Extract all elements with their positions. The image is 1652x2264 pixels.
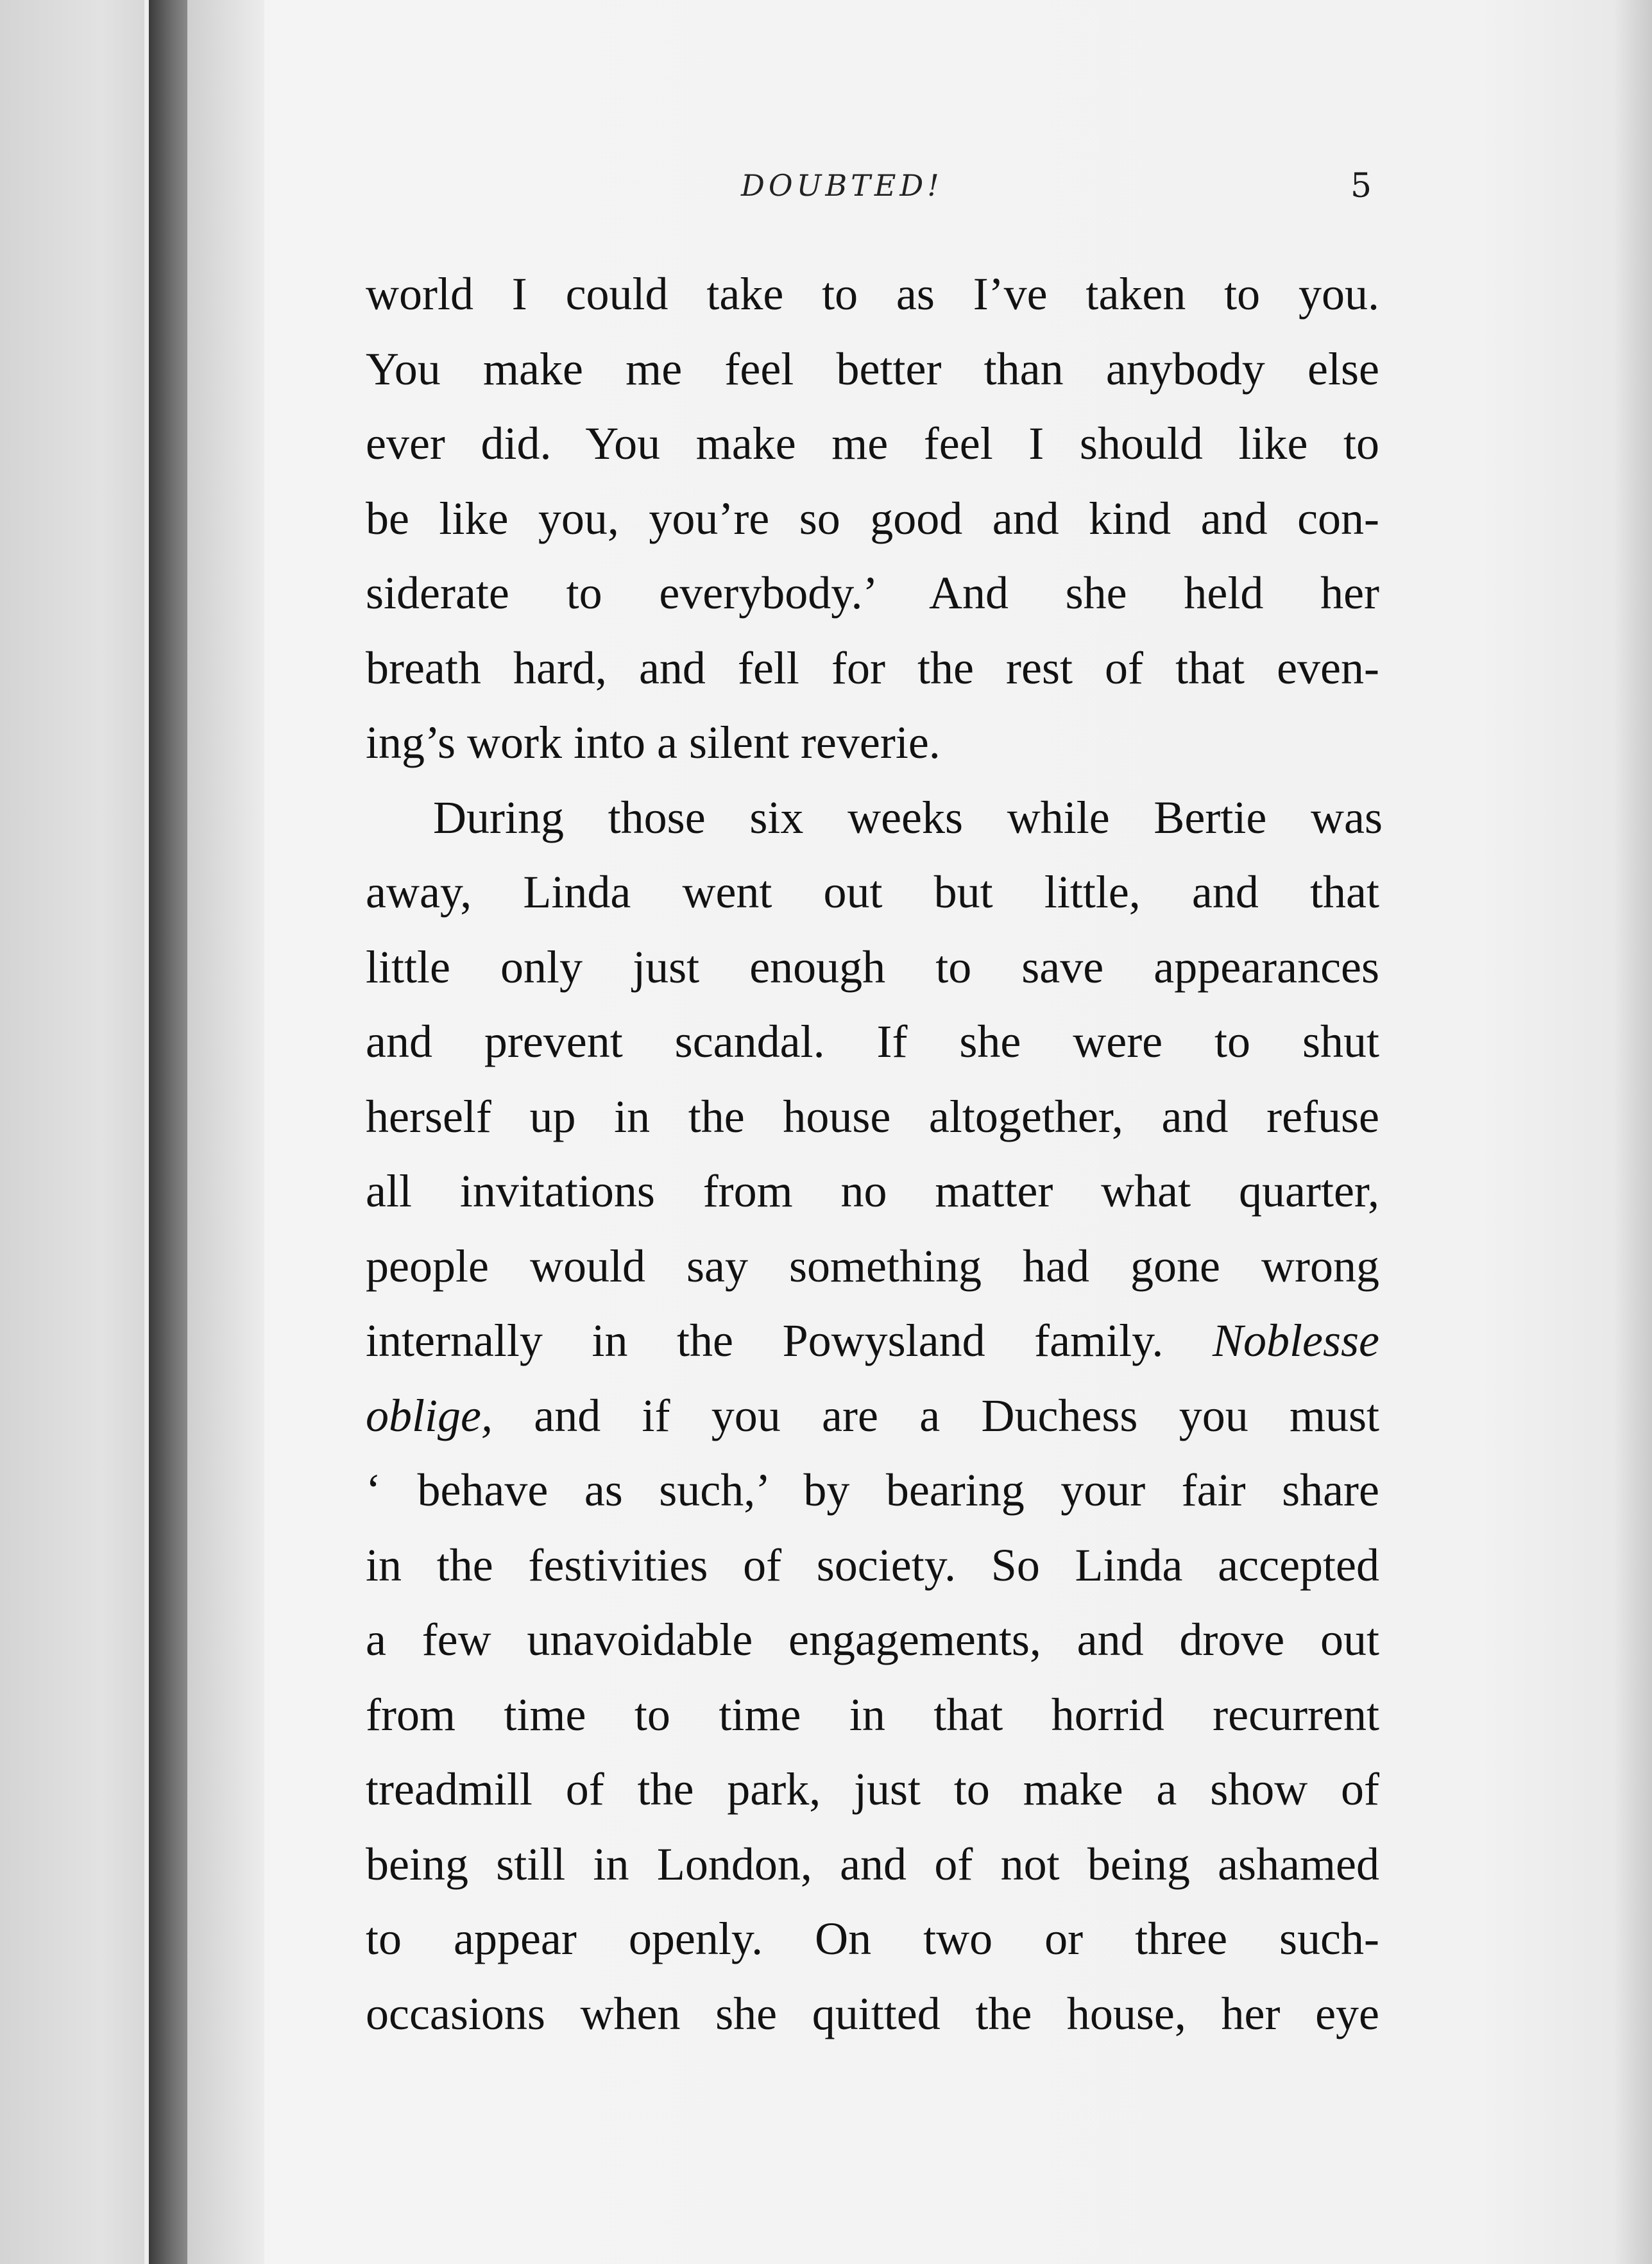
text-line: ever did. You make me feel I should like to [366,418,1379,469]
text-line: siderate to everybody.’ And she held her [366,567,1379,619]
text-line: being still in London, and of not being ashamed [366,1838,1379,1890]
text-segment: and if you are a Duchess you must [534,1389,1380,1441]
text-line: and prevent scandal. If she were to shut [366,1016,1379,1067]
paragraph-start-line: During those six weeks while Bertie was [433,791,1383,843]
text-line: people would say something had gone wrong [366,1240,1379,1292]
text-line: world I could take to as I’ve taken to you. [366,268,1379,320]
text-line: away, Linda went out but little, and that [366,866,1379,918]
page-header [359,168,1386,219]
page-number: 5 [1350,167,1372,205]
text-line: You make me feel better than anybody else [366,343,1379,395]
gutter-shadow [187,0,264,2264]
body-text [366,257,1408,2051]
text-line: a few unavoidable engagements, and drove out [366,1614,1379,1665]
text-line: treadmill of the park, just to make a show of [366,1763,1379,1815]
text-line: ‘ behave as such,’ by bearing your fair share [366,1464,1379,1516]
book-gutter [149,0,187,2264]
text-line: from time to time in that horrid recurrent [366,1688,1379,1740]
text-line-with-italic [366,1303,1379,1378]
italic-text: oblige, [366,1389,493,1441]
text-line: little only just enough to save appearances [366,941,1379,993]
text-line: breath hard, and fell for the rest of that even- [366,642,1379,694]
italic-text: Noblesse [1213,1315,1379,1366]
text-line: in the festivities of society. So Linda accepted [366,1539,1379,1591]
page-edge-shadow [1614,0,1652,2264]
text-line: be like you, you’re so good and kind and con- [366,492,1379,544]
text-line: all invitations from no matter what quarter, [366,1165,1379,1217]
text-line: ing’s work into a silent reverie. [366,717,941,768]
running-head: DOUBTED! [741,168,943,203]
facing-page-edge [0,0,144,2264]
text-line-with-italic [366,1378,1379,1454]
text-line: herself up in the house altogether, and refuse [366,1090,1379,1142]
text-line: to appear openly. On two or three such- [366,1913,1379,1964]
text-segment: internally in the Powysland family. [366,1315,1164,1366]
text-line: occasions when she quitted the house, her eye [366,1987,1379,2039]
